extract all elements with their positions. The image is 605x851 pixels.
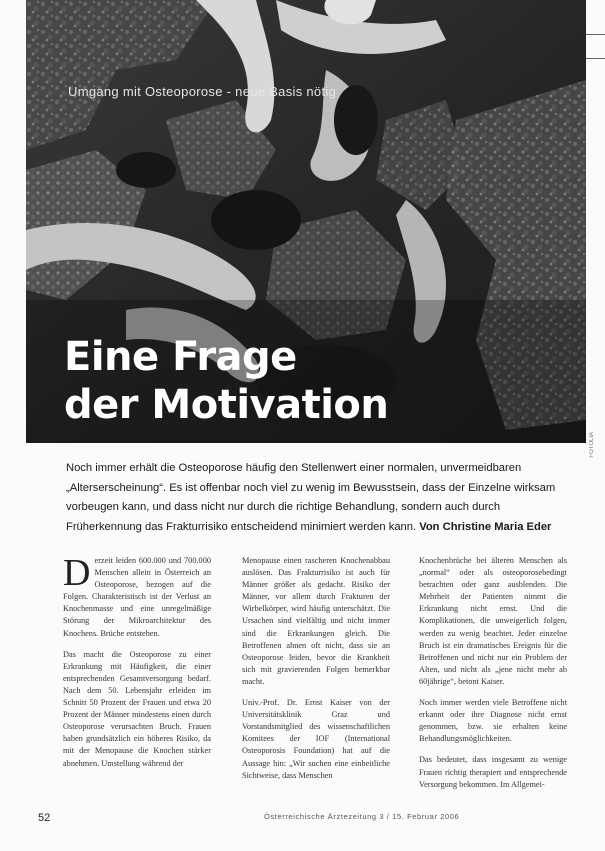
article-title [64, 333, 388, 429]
section-kicker: Umgang mit Osteoporose - neue Basis nötig [68, 84, 337, 99]
lead-paragraph [66, 459, 578, 537]
title-line-2: der Motivation [64, 382, 389, 428]
body-column-2 [242, 555, 390, 791]
paragraph: Das macht die Osteoporose zu einer Erkrankung mit Häufigkeit, die einer entsprechenden Gesamtversorgung bedarf. Nach dem 50. Lebensjahr erleiden im Schnitt 50 Prozent der Frauen und etwa 20 Prozent der Männer mindestens einen durch Osteoporose verursachten Bruch. Frauen haben grundsätzlich ein höheres Risiko, da mit der Menopause die Knochen stärker abnehmen. Umstellung während der [63, 649, 211, 768]
paragraph: Univ.-Prof. Dr. Ernst Kaiser von der Universitätsklinik Graz und Vorstandsmitglied des wissenschaftlichen Komitees der IOF (International Osteoporosis Foundation) hat auf die Aussage hin: „Wir suchen eine einheitliche Sichtweise, dass Menschen [242, 698, 390, 780]
paragraph: Menopause einen rascheren Knochenabbau auslösen. Das Frakturrisiko ist auch für Männer größer als gedacht. Risiko der Männer, vor allem durch Frakturen der Wirbelkörper, wird häufig unterschätzt. Die Ursachen sind vielfältig und nicht immer sind die Erkrankungen gleich. Die Betroffenen ahnen oft nicht, dass sie an Osteoporose leiden, bevor die Krankheit sich mit gravierenden Folgen bemerkbar macht. [242, 556, 390, 686]
paragraph [63, 552, 211, 640]
title-line-1: Eine Frage [64, 334, 297, 380]
crop-mark [583, 34, 605, 35]
drop-cap: D [63, 552, 91, 594]
page-number: 52 [38, 812, 51, 824]
paragraph-text: erzeit leiden 600.000 und 700.000 Menschen allein in Österreich an Osteoporose, bezogen auf die Folgen. Charakteristisch ist der Verlust an Knochenmasse und eine unregelmäßige Störung der Mikroarchitektur des Knochens. Brüche entstehen. [63, 556, 211, 638]
lead-text: Noch immer erhält die Osteoporose häufig den Stellenwert einer normalen, unvermeidbaren „Alterserscheinung“. Es ist offenbar noch viel zu wenig im Bewusstsein, dass der Einzelne wirksam vorbeugen kann, und dass nicht nur durch die richtige Behandlung, sondern auch durch Früherkennung das Frakturrisiko entscheidend minimiert werden kann. [66, 462, 556, 533]
body-column-1 [63, 552, 211, 779]
body-column-3 [419, 555, 567, 800]
publication-footer: Österreichische Ärztezeitung 3 / 15. Februar 2006 [264, 812, 460, 821]
author-byline: Von Christine Maria Eder [419, 520, 552, 533]
crop-mark [583, 58, 605, 59]
paragraph: Das bedeutet, dass insgesamt zu wenige Frauen richtig therapiert und entsprechende Versorgung bekommen. Im Allgemei- [419, 755, 567, 789]
photo-credit: FOTOLIA [589, 432, 595, 458]
paragraph: Noch immer werden viele Betroffene nicht erkannt oder ihre Diagnose nicht ernst genommen, bzw. sie erhalten keine Behandlungsmöglichkeiten. [419, 698, 567, 744]
paragraph: Knochenbrüche bei älteren Menschen als „normal“ oder als osteoporosebedingt betrachten oder ganz ausblenden. Die Mehrheit der Patienten nimmt die Erkrankung nicht ernst. Und die Komplikationen, die unweigerlich folgen, werden zu wenig beachtet. Jeder einzelne Bruch ist ein dramatisches Ereignis für die Betroffenen und nicht nur ein Problem der Alten, und nicht als „jene nicht mehr ab 60jährige“, betont Kaiser. [419, 556, 567, 686]
